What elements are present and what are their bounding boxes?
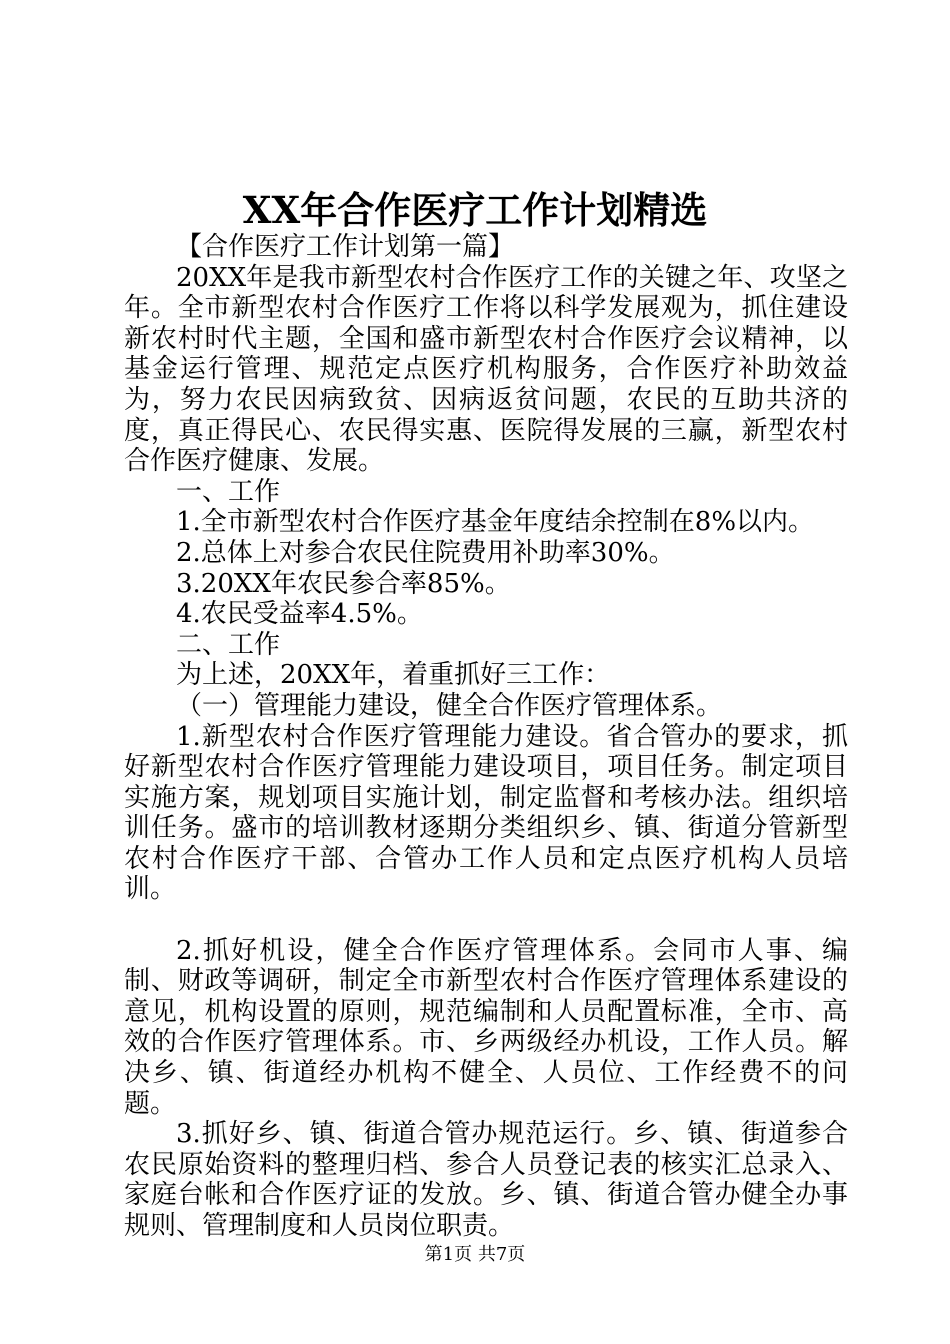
page-footer: 第1页 共7页 [424,1244,526,1265]
section-heading: 【合作医疗工作计划第一篇】 [176,232,515,262]
paragraph: 2.抓好机设，健全合作医疗管理体系。会同市人事、编制、财政等调研，制定全市新型农村合作医疗管理体系建设的意见，机构设置的原则，规范编制和人员配置标准，全市、高效的合作医疗管理体系。市、乡两级经办机设，工作人员。解决乡、镇、街道经办机构不健全、人员位、工作经费不的问题。 [124,935,848,1119]
section-heading: 二、工作 [176,629,281,660]
section-heading: 一、工作 [176,476,281,507]
paragraph: 20XX年是我市新型农村合作医疗工作的关键之年、攻坚之年。全市新型农村合作医疗工作将以科学发展观为，抓住建设新农村时代主题，全国和盛市新型农村合作医疗会议精神，以基金运行管理、规范定点医疗机构服务，合作医疗补助效益为，努力农民因病致贫、因病返贫问题，农民的互助共济的度，真正得民心、农民得实惠、医院得发展的三赢，新型农村合作医疗健康、发展。 [124,262,848,477]
document-body [124,232,848,1242]
document-title: XX年合作医疗工作计划精选 [242,188,708,232]
list-item: 2.总体上对参合农民住院费用补助率30%。 [176,537,675,568]
subsection-heading: （一）管理能力建设，健全合作医疗管理体系。 [176,690,723,721]
paragraph: 1.新型农村合作医疗管理能力建设。省合管办的要求，抓好新型农村合作医疗管理能力建设项目，项目任务。制定项目实施方案，规划项目实施计划，制定监督和考核办法。组织培训任务。盛市的培训教材逐期分类组织乡、镇、街道分管新型农村合作医疗干部、合管办工作人员和定点医疗机构人员培训。 [124,721,848,905]
list-item: 1.全市新型农村合作医疗基金年度结余控制在8%以内。 [176,507,815,538]
list-item: 3.20XX年农民参合率85%。 [176,568,511,599]
paragraph: 为上述，20XX年，着重抓好三工作： [176,660,611,691]
list-item: 4.农民受益率4.5%。 [176,599,423,630]
paragraph: 3.抓好乡、镇、街道合管办规范运行。乡、镇、街道参合农民原始资料的整理归档、参合人员登记表的核实汇总录入、家庭台帐和合作医疗证的发放。乡、镇、街道合管办健全办事规则、管理制度和人员岗位职责。 [124,1119,848,1241]
